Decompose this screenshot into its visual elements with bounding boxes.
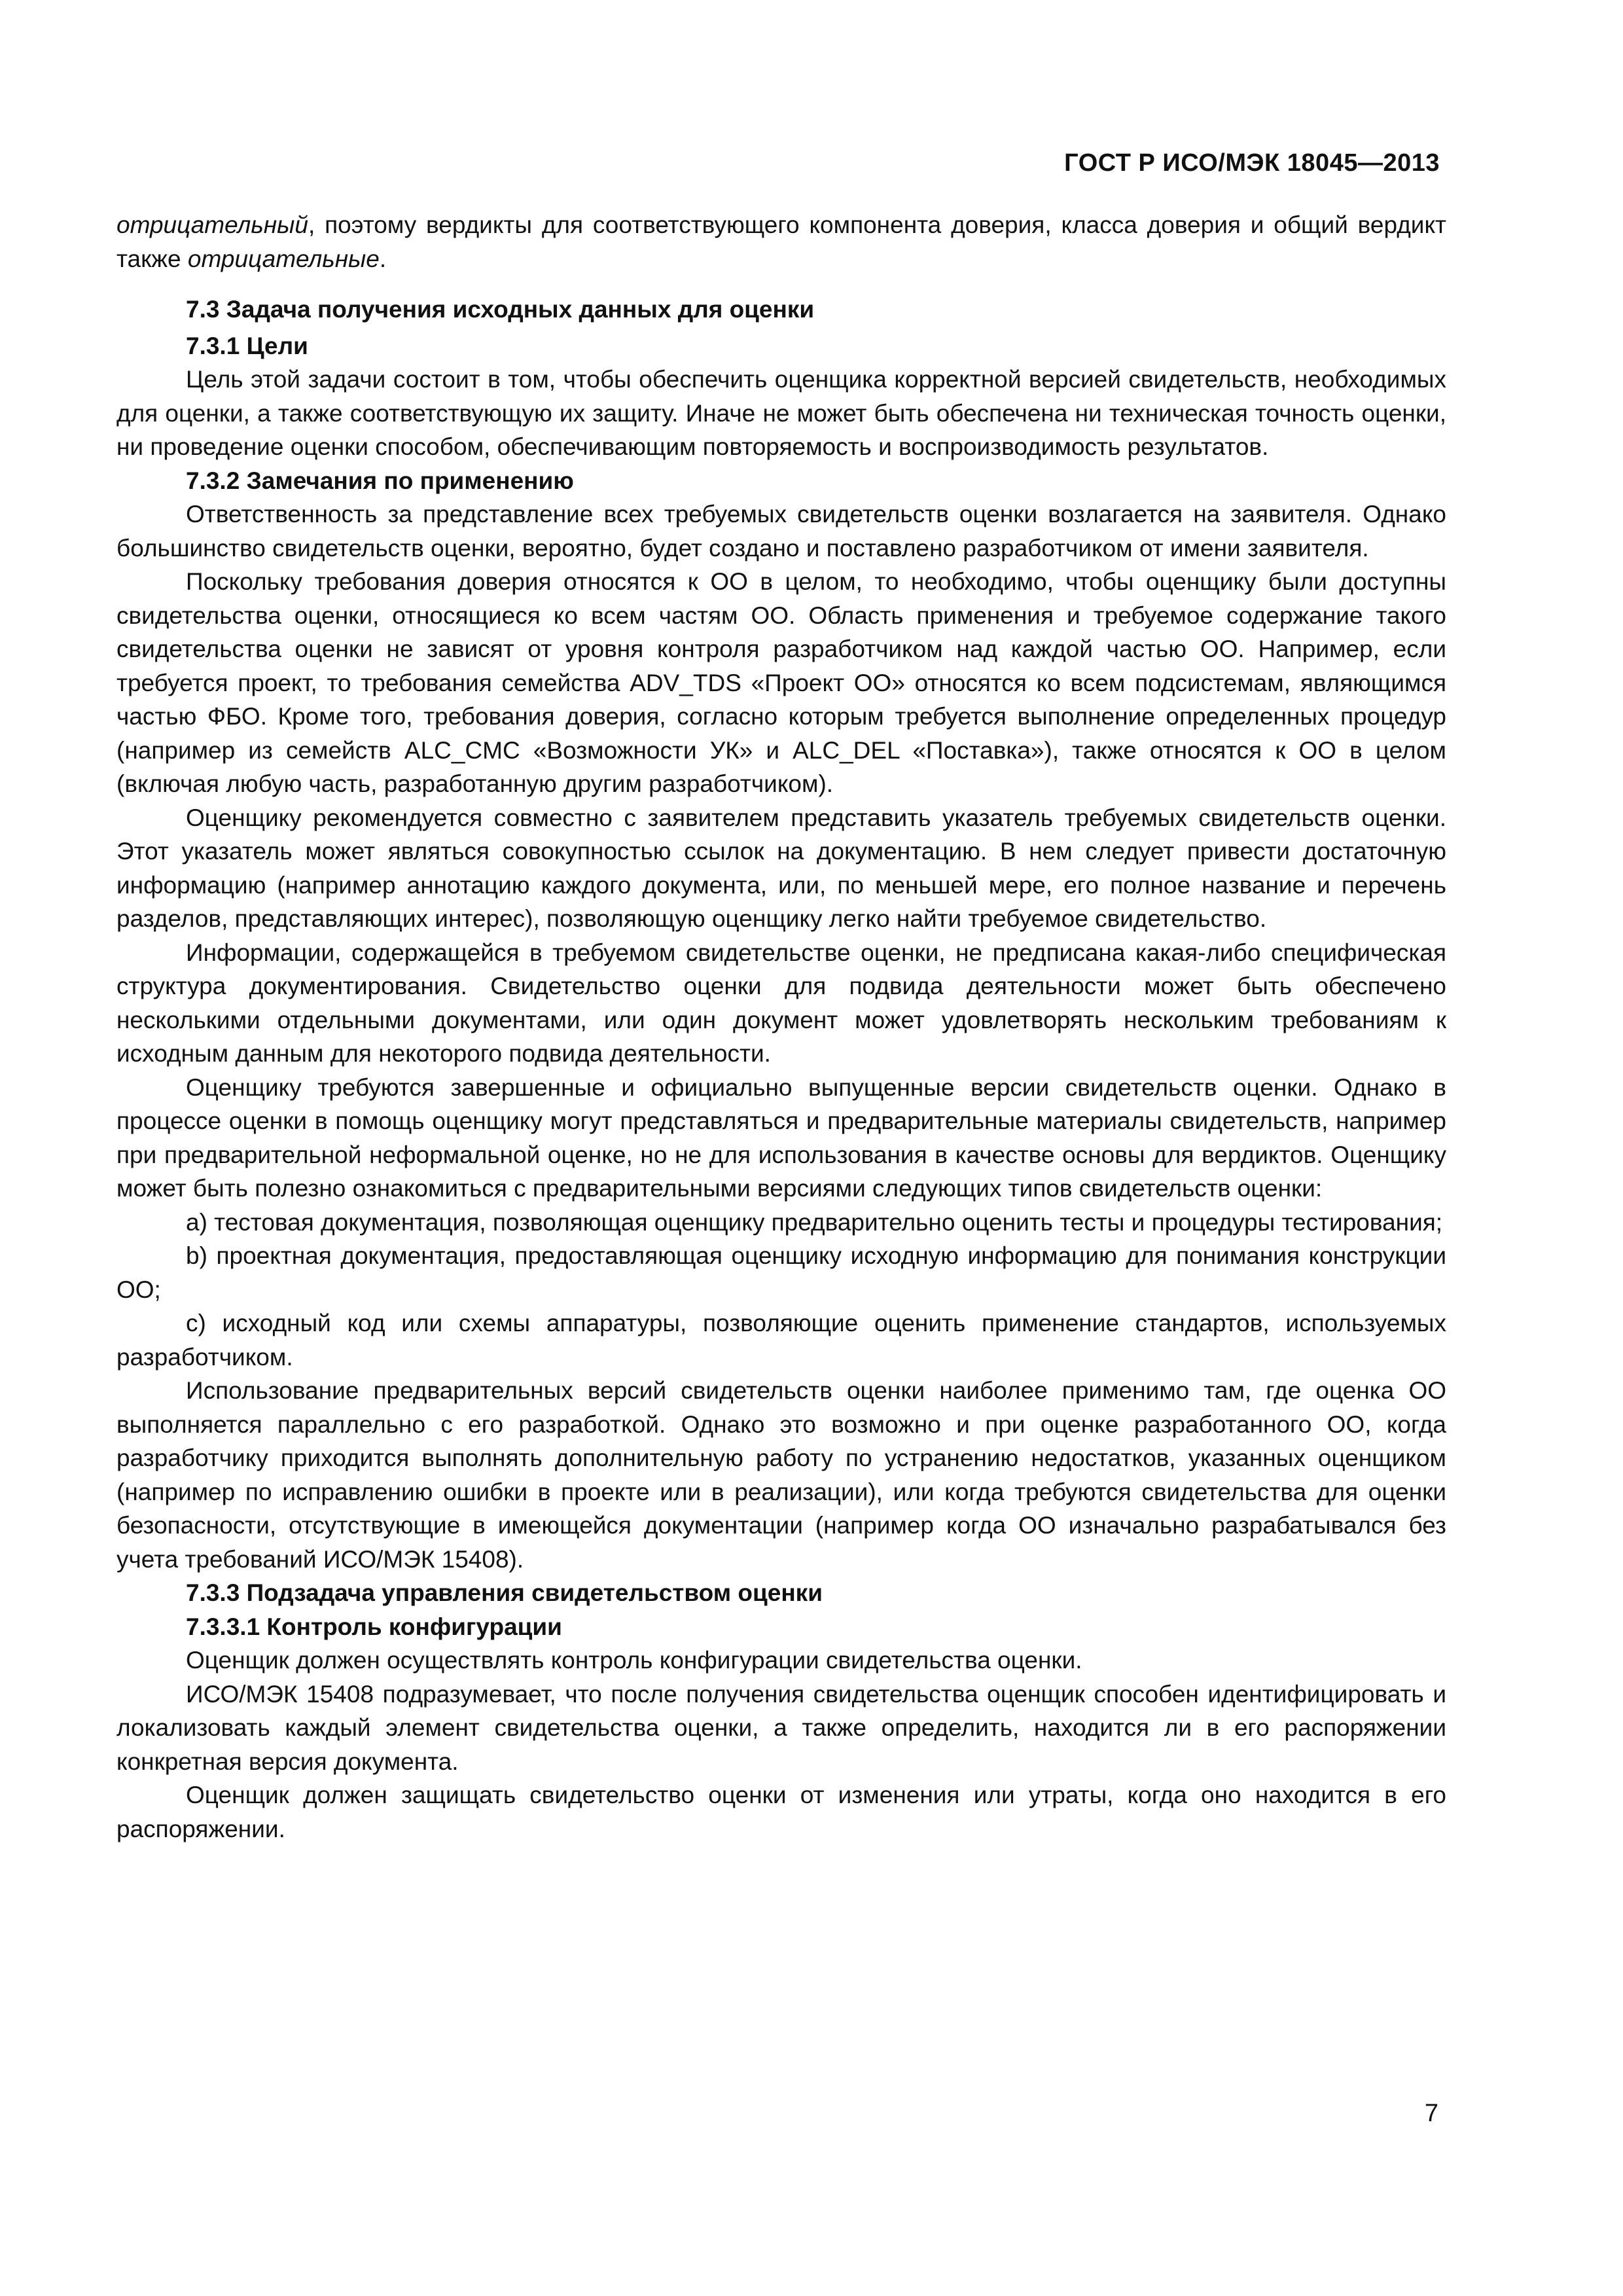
section-heading-7-3: 7.3 Задача получения исходных данных для оценки [186,296,815,323]
list-item-b: b) проектная документация, предоставляющая оценщику исходную информацию для понимания конструкции ОО; [116,1242,1446,1303]
paragraph-text: , поэтому вердикты для соответствующего компонента доверия, класса доверия и общий вердикт также [116,211,1446,272]
document-body [116,208,1446,1846]
italic-term: отрицательные [187,245,380,272]
paragraph: Поскольку требования доверия относятся к ОО в целом, то необходимо, чтобы оценщику были доступны свидетельства оценки, относящиеся ко всем частям ОО. Область применения и требуемое содержание такого свидетельства оценки не зависят от уровня контроля разработчиком над каждой частью ОО. Например, если требуется проект, то требования семейства ADV_TDS «Проект ОО» относятся ко всем подсистемам, являющимся частью ФБО. Кроме того, требования доверия, согласно которым требуется выполнение определенных процедур (например из семейств ALC_CMC «Возможности УК» и ALC_DEL «Поставка»), также относятся к ОО в целом (включая любую часть, разработанную другим разработчиком). [116,568,1446,797]
paragraph: Ответственность за представление всех требуемых свидетельств оценки возлагается на заявителя. Однако большинство свидетельств оценки, вероятно, будет создано и поставлено разработчиком от имени заявителя. [116,501,1446,562]
section-heading-7-3-2: 7.3.2 Замечания по применению [186,467,574,494]
page-number: 7 [1424,2100,1438,2127]
paragraph: Оценщик должен защищать свидетельство оценки от изменения или утраты, когда оно находится в его распоряжении. [116,1782,1446,1842]
section-heading-7-3-3-1: 7.3.3.1 Контроль конфигурации [186,1613,562,1640]
document-header: ГОСТ Р ИСО/МЭК 18045—2013 [1064,149,1440,177]
list-item-a: a) тестовая документация, позволяющая оценщику предварительно оценить тесты и процедуры тестирования; [186,1208,1443,1236]
paragraph: Использование предварительных версий свидетельств оценки наиболее применимо там, где оценка ОО выполняется параллельно с его разработкой. Однако это возможно и при оценке разработанного ОО, когда разработчику приходится выполнять дополнительную работу по устранению недостатков, указанных оценщиком (например по исправлению ошибки в проекте или в реализации), или когда требуются свидетельства для оценки безопасности, отсутствующие в имеющейся документации (например когда ОО изначально разрабатывался без учета требований ИСО/МЭК 15408). [116,1377,1446,1573]
section-heading-7-3-1: 7.3.1 Цели [186,332,308,359]
paragraph-text: . [379,245,387,272]
paragraph: Информации, содержащейся в требуемом свидетельстве оценки, не предписана какая-либо специфическая структура документирования. Свидетельство оценки для подвида деятельности может быть обеспечено несколькими отдельными документами, или один документ может удовлетворять нескольким требованиям к исходным данным для некоторого подвида деятельности. [116,939,1446,1067]
paragraph: Оценщик должен осуществлять контроль конфигурации свидетельства оценки. [186,1647,1082,1674]
paragraph: ИСО/МЭК 15408 подразумевает, что после получения свидетельства оценщик способен идентифицировать и локализовать каждый элемент свидетельства оценки, а также определить, находится ли в его распоряжении конкретная версия документа. [116,1680,1446,1775]
list-item-c: c) исходный код или схемы аппаратуры, позволяющие оценить применение стандартов, используемых разработчиком. [116,1310,1446,1371]
paragraph: Оценщику требуются завершенные и официально выпущенные версии свидетельств оценки. Однако в процессе оценки в помощь оценщику могут представляться и предварительные материалы свидетельств, например при предварительной неформальной оценке, но не для использования в качестве основы для вердиктов. Оценщику может быть полезно ознакомиться с предварительными версиями следующих типов свидетельств оценки: [116,1073,1446,1202]
paragraph-continuation [116,208,1446,276]
section-heading-7-3-3: 7.3.3 Подзадача управления свидетельством оценки [186,1579,823,1606]
italic-term: отрицательный [116,211,308,238]
paragraph: Цель этой задачи состоит в том, чтобы обеспечить оценщика корректной версией свидетельств, необходимых для оценки, а также соответствующую их защиту. Иначе не может быть обеспечена ни техническая точность оценки, ни проведение оценки способом, обеспечивающим повторяемость и воспроизводимость результатов. [116,366,1446,460]
paragraph: Оценщику рекомендуется совместно с заявителем представить указатель требуемых свидетельств оценки. Этот указатель может являться совокупностью ссылок на документацию. В нем следует привести достаточную информацию (например аннотацию каждого документа, или, по меньшей мере, его полное название и перечень разделов, представляющих интерес), позволяющую оценщику легко найти требуемое свидетельство. [116,804,1446,932]
